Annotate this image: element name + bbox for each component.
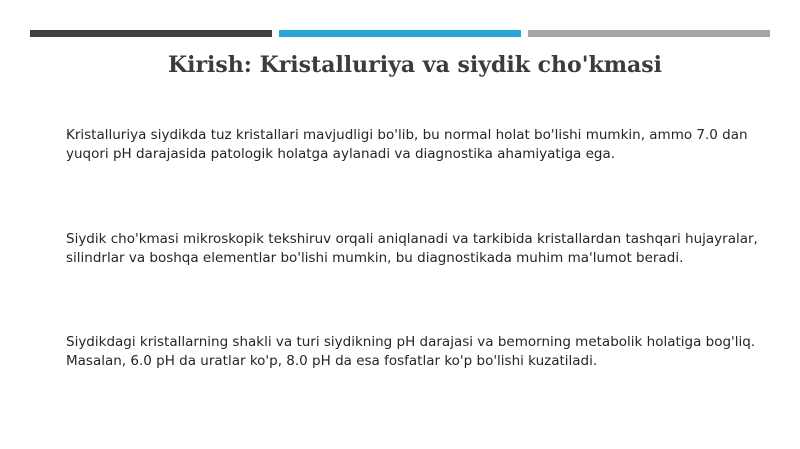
body-paragraph: Siydikdagi kristallarning shakli va turi siydikning pH darajasi va bemorning metabolik holatiga bog'liq. Masalan, 6.0 pH da uratlar ko'p, 8.0 pH da esa fosfatlar ko'p bo'lishi kuzatiladi.	[66, 334, 756, 369]
top-accent-bar-gray	[528, 30, 770, 37]
body-paragraph: Kristalluriya siydikda tuz kristallari mavjudligi bo'lib, bu normal holat bo'lishi mumkin, ammo 7.0 dan yuqori pH darajasida patologik holatga aylanadi va diagnostika ahamiyatiga ega.	[66, 127, 748, 162]
body-paragraph: Siydik cho'kmasi mikroskopik tekshiruv orqali aniqlanadi va tarkibida kristallardan tashqari hujayralar, silindrlar va boshqa elementlar bo'lishi mumkin, bu diagnostikada muhim ma'lumot beradi.	[66, 231, 758, 266]
slide-title: Kirish: Kristalluriya va siydik cho'kmasi	[167, 52, 662, 78]
top-accent-bar-dark	[30, 30, 272, 37]
top-accent-bar-blue	[279, 30, 521, 37]
